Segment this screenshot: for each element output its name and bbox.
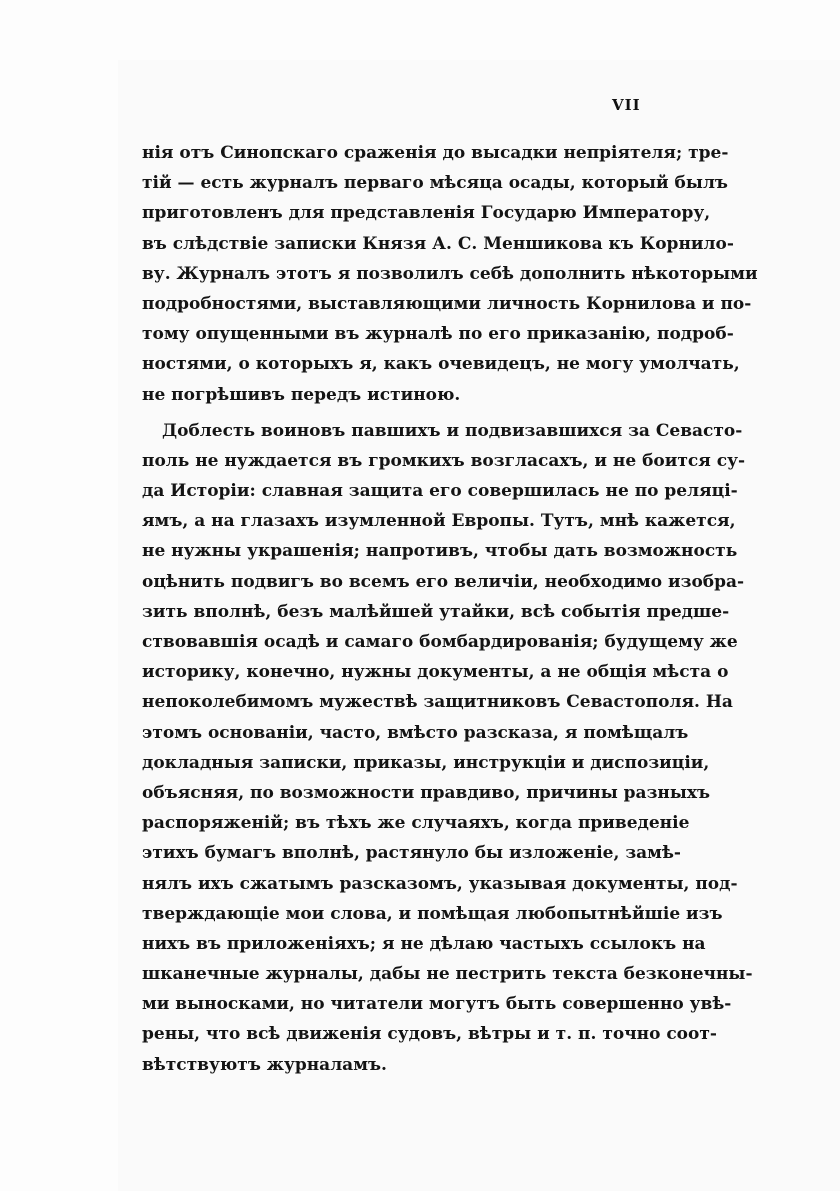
text-line: этихъ бумагъ вполнѣ, растянуло бы изложеніе, замѣ- <box>142 843 681 864</box>
text-line: оцѣнить подвигъ во всемъ его величіи, необходимо изобра- <box>142 571 745 592</box>
text-line: объясняя, по возможности правдиво, причины разныхъ <box>142 782 711 803</box>
text-line: не погрѣшивъ передъ истиною. <box>142 384 461 405</box>
text-line: подробностями, выставляющими личность Корнилова и по- <box>142 293 752 314</box>
text-line: вѣтствуютъ журналамъ. <box>142 1054 387 1075</box>
text-line: ми выносками, но читатели могутъ быть совершенно увѣ- <box>142 994 732 1015</box>
text-line: этомъ основаніи, часто, вмѣсто разсказа, я помѣщалъ <box>142 722 689 743</box>
text-line: да Исторіи: славная защита его совершилась не по реляці- <box>142 481 738 502</box>
text-line: распоряженій; въ тѣхъ же случаяхъ, когда приведеніе <box>142 813 690 834</box>
text-line: тверждающіе мои слова, и помѣщая любопытнѣйшіе изъ <box>142 903 723 924</box>
text-line: зить вполнѣ, безъ малѣйшей утайки, всѣ событія предше- <box>142 601 730 622</box>
text-line: нихъ въ приложеніяхъ; я не дѣлаю частыхъ ссылокъ на <box>142 933 706 954</box>
text-line: тій — есть журналъ перваго мѣсяца осады, который былъ <box>142 173 728 194</box>
text-line: рены, что всѣ движенія судовъ, вѣтры и т. п. точно соот- <box>142 1024 717 1045</box>
body-text <box>142 138 758 1080</box>
text-line: шканечные журналы, дабы не пестрить текста безконечны- <box>142 964 753 985</box>
text-line: ву. Журналъ этотъ я позволилъ себѣ дополнить нѣкоторыми <box>142 263 758 284</box>
text-line: нялъ ихъ сжатымъ разсказомъ, указывая документы, под- <box>142 873 738 894</box>
text-line: поль не нуждается въ громкихъ возгласахъ, и не боится су- <box>142 450 746 471</box>
paragraph-1 <box>142 138 758 410</box>
text-line: ностями, о которыхъ я, какъ очевидецъ, не могу умолчать, <box>142 354 740 375</box>
text-line: не нужны украшенія; напротивъ, чтобы дать возможность <box>142 541 738 562</box>
text-line: нія отъ Синопскаго сраженія до высадки непріятеля; тре- <box>142 143 729 163</box>
text-line: ствовавшія осадѣ и самаго бомбардированія; будущему же <box>142 632 738 652</box>
paragraph-2 <box>142 416 753 1080</box>
page-number: VII <box>612 96 641 114</box>
text-line: тому опущенными въ журналѣ по его приказанію, подроб- <box>142 324 734 345</box>
text-line: непоколебимомъ мужествѣ защитниковъ Севастополя. На <box>142 692 733 713</box>
text-line: въ слѣдствіе записки Князя А. С. Меншикова къ Корнило- <box>142 233 734 254</box>
text-line: приготовленъ для представленія Государю Императору, <box>142 203 711 224</box>
text-line: Доблесть воиновъ павшихъ и подвизавшихся за Севасто- <box>162 420 743 441</box>
text-line: ямъ, а на глазахъ изумленной Европы. Тутъ, мнѣ кажется, <box>142 511 736 532</box>
text-line: историку, конечно, нужны документы, а не общія мѣста о <box>142 662 729 683</box>
text-line: докладныя записки, приказы, инструкціи и диспозиціи, <box>142 752 710 773</box>
